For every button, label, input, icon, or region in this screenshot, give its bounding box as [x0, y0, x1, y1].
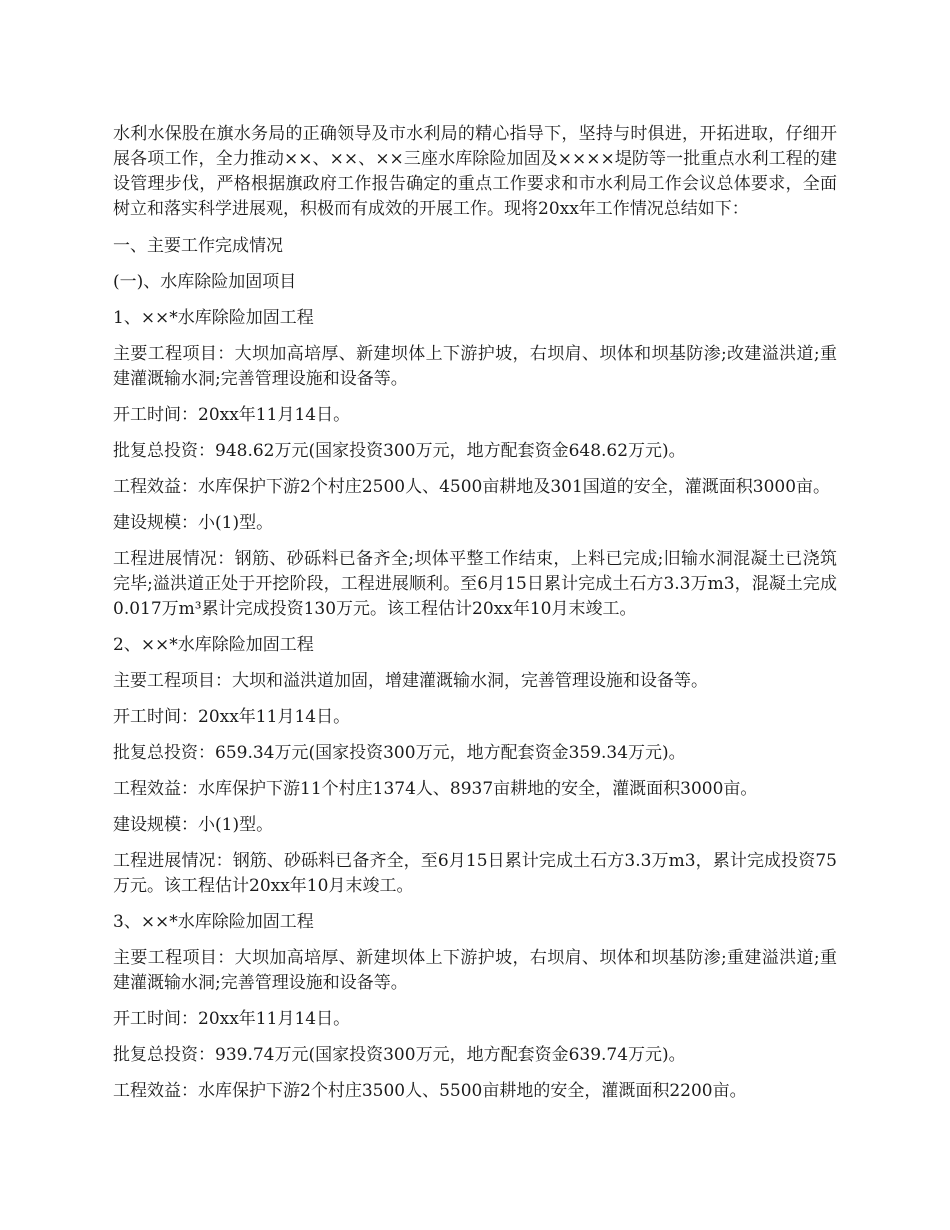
project-1-title: 1、××*水库除险加固工程	[113, 308, 314, 328]
project-3-investment: 批复总投资：939.74万元(国家投资300万元，地方配套资金639.74万元)。	[113, 1045, 686, 1065]
project-1-investment: 批复总投资：948.62万元(国家投资300万元，地方配套资金648.62万元)。	[113, 441, 686, 461]
project-3-main-items: 主要工程项目：大坝加高培厚、新建坝体上下游护坡，右坝肩、坝体和坝基防渗;重建溢洪道;重建灌溉输水洞;完善管理设施和设备等。	[113, 948, 837, 993]
project-1-scale: 建设规模：小(1)型。	[113, 513, 274, 533]
project-1-progress: 工程进展情况：钢筋、砂砾料已备齐全;坝体平整工作结束，上料已完成;旧输水洞混凝土已浇筑完毕;溢洪道正处于开挖阶段，工程进展顺利。至6月15日累计完成土石方3.3万m3，混凝土完成0.017万m³累计完成投资130万元。该工程估计20xx年10月末竣工。	[113, 549, 838, 619]
project-2-title: 2、××*水库除险加固工程	[113, 635, 314, 655]
project-1-start-date: 开工时间：20xx年11月14日。	[113, 405, 351, 425]
intro-paragraph: 水利水保股在旗水务局的正确领导及市水利局的精心指导下，坚持与时俱进，开拓进取，仔细开展各项工作，全力推动××、××、××三座水库除险加固及××××堤防等一批重点水利工程的建设管理步伐，严格根据旗政府工作报告确定的重点工作要求和市水利局工作会议总体要求，全面树立和落实科学进展观，积极而有成效的开展工作。现将20xx年工作情况总结如下：	[113, 124, 837, 219]
subsection-heading-reservoir-projects: (一)、水库除险加固项目	[113, 272, 297, 292]
project-2-investment: 批复总投资：659.34万元(国家投资300万元，地方配套资金359.34万元)。	[113, 743, 686, 763]
project-2-progress: 工程进展情况：钢筋、砂砾料已备齐全，至6月15日累计完成土石方3.3万m3，累计完成投资75万元。该工程估计20xx年10月末竣工。	[113, 851, 837, 896]
project-1-benefit: 工程效益：水库保护下游2个村庄2500人、4500亩耕地及301国道的安全，灌溉面积3000亩。	[113, 477, 831, 497]
project-2-scale: 建设规模：小(1)型。	[113, 815, 274, 835]
project-2-start-date: 开工时间：20xx年11月14日。	[113, 707, 351, 727]
project-2-benefit: 工程效益：水库保护下游11个村庄1374人、8937亩耕地的安全，灌溉面积3000亩。	[113, 779, 758, 799]
project-1-main-items: 主要工程项目：大坝加高培厚、新建坝体上下游护坡，右坝肩、坝体和坝基防渗;改建溢洪道;重建灌溉输水洞;完善管理设施和设备等。	[113, 344, 837, 389]
section-heading-main-work: 一、主要工作完成情况	[113, 236, 283, 256]
project-3-benefit: 工程效益：水库保护下游2个村庄3500人、5500亩耕地的安全，灌溉面积2200亩。	[113, 1081, 747, 1101]
project-3-start-date: 开工时间：20xx年11月14日。	[113, 1009, 351, 1029]
project-2-main-items: 主要工程项目：大坝和溢洪道加固，增建灌溉输水洞，完善管理设施和设备等。	[113, 671, 708, 691]
project-3-title: 3、××*水库除险加固工程	[113, 912, 314, 932]
